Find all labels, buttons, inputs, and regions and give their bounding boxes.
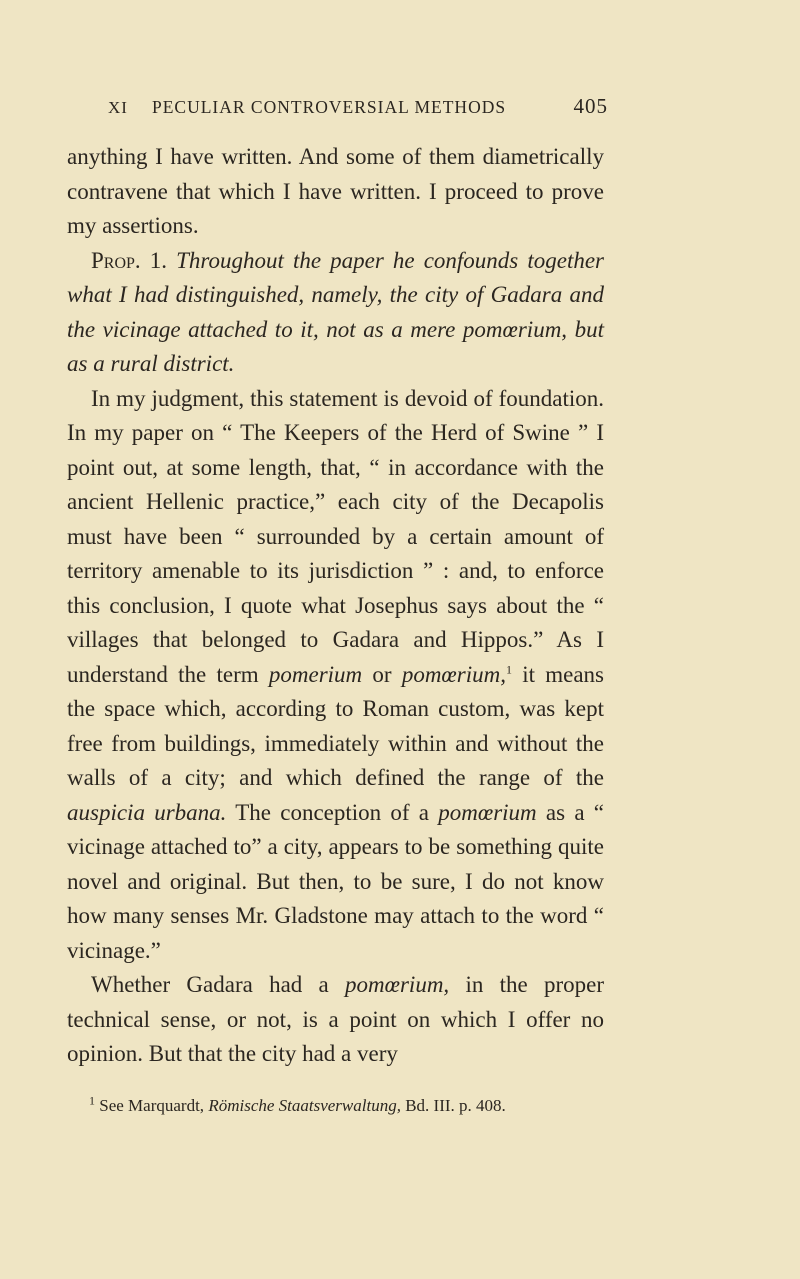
footnote-reference: 1 [505,661,512,676]
term-pomoerium: pomœrium, [401,661,506,687]
paragraph-gadara [67,968,604,1072]
paragraph-text: anything I have written. And some of them diametrically contravene that which I have written. I proceed to prove my assertions. [67,144,604,238]
footnote-prefix: See Marquardt, [99,1096,209,1115]
paragraph-judgment [67,382,604,969]
footnote [89,1093,609,1116]
page-number: 405 [573,94,608,118]
footnote-marker: 1 [89,1093,95,1108]
proposition-label: Prop. 1. [91,247,168,273]
term-auspicia-urbana: auspicia urbana. [67,799,227,825]
text-run: as a “ vicinage attached to” a city, appears to be something quite novel and original. But then, to be sure, I do not know how many senses Mr. Gladstone may attach to the word “ vicinage.” [67,799,604,963]
proposition-text: Throughout the paper he confounds together what I had distinguished, namely, the city of Gadara and the vicinage attached to it, not as a mere pomœrium, but as a rural district. [67,247,604,376]
text-run: The conception of a [226,799,439,825]
chapter-number: XI [108,98,128,117]
text-run: it means the space which, according to Roman custom, was kept free from buildings, immediately within and without the walls of a city; and which defined the range of the [67,661,604,790]
chapter-title: PECULIAR CONTROVERSIAL METHODS [152,97,507,117]
term-pomerium: pomerium [268,661,363,687]
term-pomoerium: pomœrium [438,799,537,825]
text-run: Whether Gadara had a [91,972,346,997]
footnote-suffix: Bd. III. p. 408. [400,1096,506,1115]
body-text [67,140,604,1072]
footnote-work-title: Römische Staatsverwaltung, [208,1096,401,1115]
text-run: or [362,661,402,687]
term-pomoerium: pomœrium, [345,972,450,997]
text-run: in the proper technical sense, or not, is a point on which I offer no opinion. But that the city had a very [67,972,604,1066]
proposition-paragraph [67,244,604,382]
running-header [108,94,608,119]
text-run: In my judgment, this statement is devoid of foundation. In my paper on “ The Keepers of the Herd of Swine ” I point out, at some length, that, “ in accordance with the ancient Hellenic practice,” each city of the Decapolis must have been “ surrounded by a certain amount of territory amenable to its jurisdiction ” : and, to enforce this conclusion, I quote what Josephus says about the “ villages that belonged to Gadara and Hippos.” As I understand the term [67,385,604,687]
paragraph-continued [67,140,604,244]
